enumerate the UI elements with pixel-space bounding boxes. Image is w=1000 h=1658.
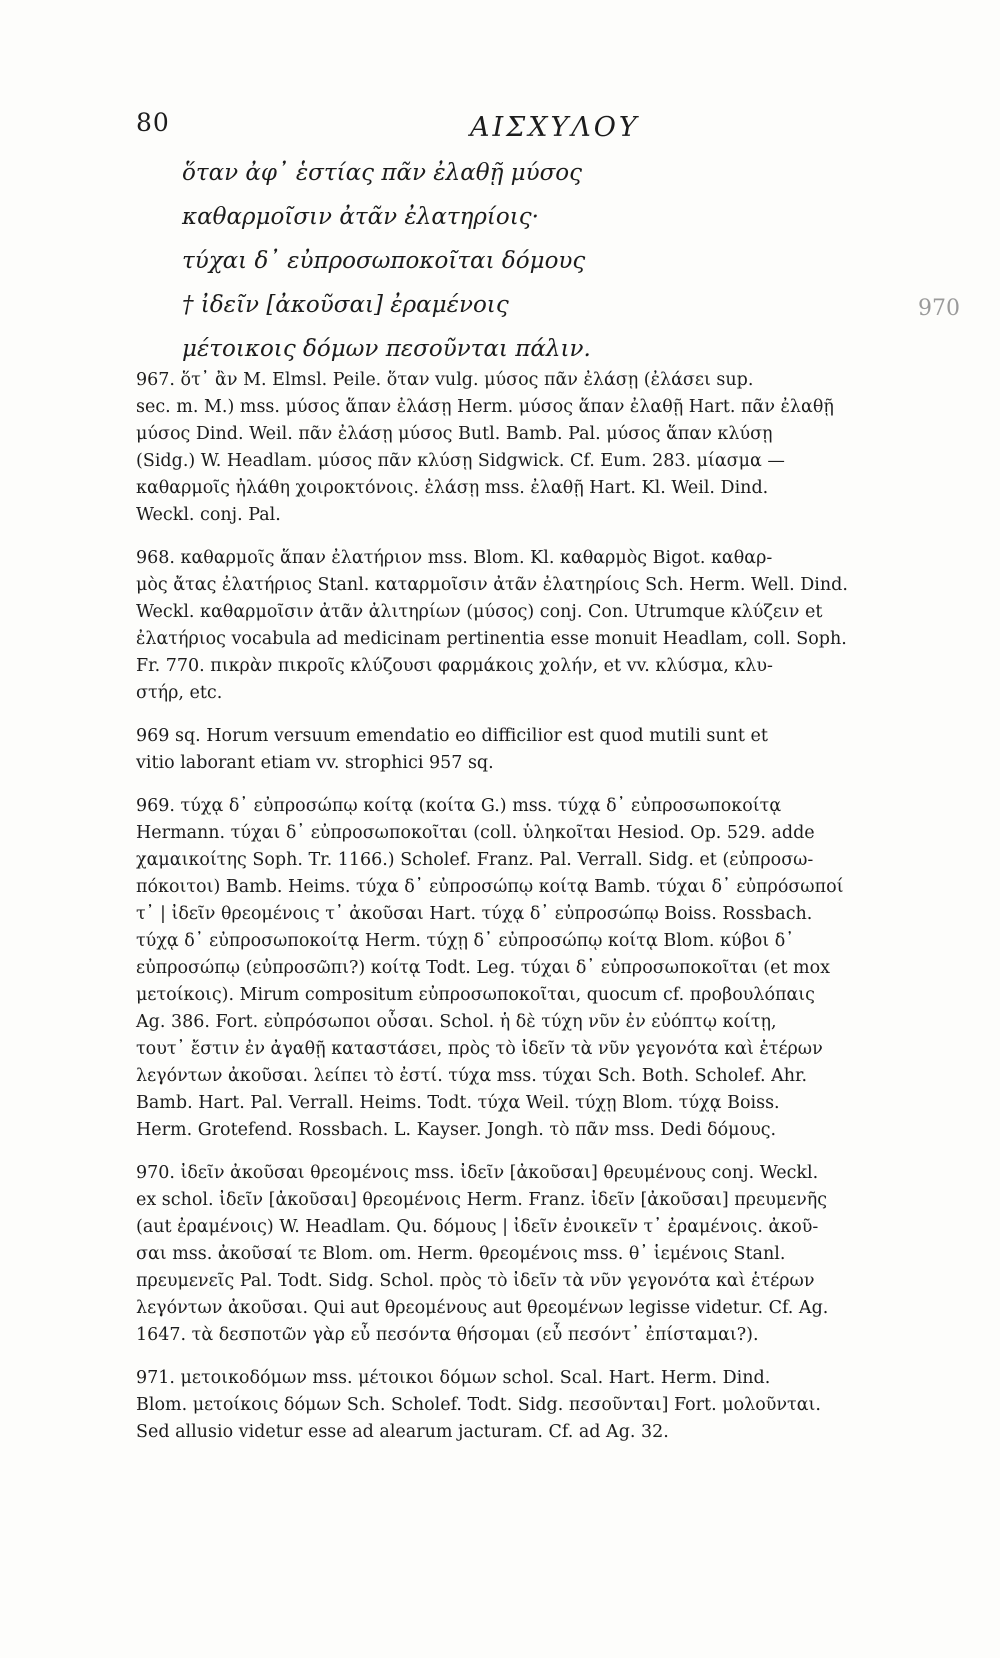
verse-line: † ἰδεῖν [ἀκοῦσαι] ἐραμένοις <box>182 292 509 318</box>
note-line: Hermann. τύχαι δ᾽ εὐπροσωποκοῖται (coll. ὑληκοῖται Hesiod. Op. 529. adde <box>136 823 815 843</box>
note-line: Herm. Grotefend. Rossbach. L. Kayser. Jongh. τὸ πᾶν mss. Dedi δόμους. <box>136 1120 777 1140</box>
page-number: 80 <box>136 108 170 137</box>
note-line: Bamb. Hart. Pal. Verrall. Heims. Todt. τύχα Weil. τύχῃ Blom. τύχᾳ Boiss. <box>136 1093 780 1113</box>
note-line: 971. μετοικοδόμων mss. μέτοικοι δόμων schol. Scal. Hart. Herm. Dind. <box>136 1368 771 1388</box>
note-line: τύχᾳ δ᾽ εὐπροσωποκοίτᾳ Herm. τύχῃ δ᾽ εὐπροσώπῳ κοίτᾳ Blom. κύβοι δ᾽ <box>136 931 794 951</box>
note-line: στήρ, etc. <box>136 683 223 703</box>
verse-line: καθαρμοῖσιν ἀτᾶν ἐλατηρίοις· <box>182 204 539 230</box>
note-line: ἐλατήριος vocabula ad medicinam pertinentia esse monuit Headlam, coll. Soph. <box>136 629 847 649</box>
note-line: χαμαικοίτης Soph. Tr. 1166.) Scholef. Franz. Pal. Verrall. Sidg. et (εὐπροσω- <box>136 850 814 870</box>
note-line: Fr. 770. πικρὰν πικροῖς κλύζουσι φαρμάκοις χολήν, et vv. κλύσμα, κλυ- <box>136 656 773 676</box>
note-line: Ag. 386. Fort. εὐπρόσωποι οὖσαι. Schol. ἡ δὲ τύχη νῦν ἐν εὐόπτῳ κοίτῃ, <box>136 1012 777 1032</box>
note-line: σαι mss. ἀκοῦσαί τε Blom. om. Herm. θρεομένοις mss. θ᾽ ἱεμένοις Stanl. <box>136 1244 786 1264</box>
note-line: 969 sq. Horum versuum emendatio eo difficilior est quod mutili sunt et <box>136 726 768 746</box>
verse-line-number: 970 <box>918 296 960 321</box>
note-line: 968. καθαρμοῖς ἅπαν ἐλατήριον mss. Blom. Kl. καθαρμὸς Bigot. καθαρ- <box>136 548 773 568</box>
note-line: Blom. μετοίκοις δόμων Sch. Scholef. Todt. Sidg. πεσοῦνται] Fort. μολοῦνται. <box>136 1395 821 1415</box>
verse-line: μέτοικοις δόμων πεσοῦνται πάλιν. <box>182 336 591 362</box>
note-line: sec. m. M.) mss. μύσος ἅπαν ἐλάσῃ Herm. μύσος ἅπαν ἐλαθῇ Hart. πᾶν ἐλαθῇ <box>136 397 834 417</box>
note-line: πόκοιτοι) Bamb. Heims. τύχα δ᾽ εὐπροσώπῳ κοίτᾳ Bamb. τύχαι δ᾽ εὐπρόσωποί <box>136 877 844 897</box>
note-line: 967. ὅτ᾽ ἂν M. Elmsl. Peile. ὅταν vulg. μύσος πᾶν ἐλάσῃ (ἐλάσει sup. <box>136 370 754 390</box>
running-title: ΑΙΣΧΥΛΟΥ <box>470 112 640 143</box>
note-line: λεγόντων ἀκοῦσαι. Qui aut θρεομένους aut θρεομένων legisse videtur. Cf. Ag. <box>136 1298 829 1318</box>
note-line: Sed allusio videtur esse ad alearum jacturam. Cf. ad Ag. 32. <box>136 1422 669 1442</box>
note-line: πρευμενεῖς Pal. Todt. Sidg. Schol. πρὸς τὸ ἰδεῖν τὰ νῦν γεγονότα καὶ ἑτέρων <box>136 1271 815 1291</box>
note-line: καθαρμοῖς ἠλάθη χοιροκτόνοις. ἐλάσῃ mss. ἐλαθῇ Hart. Kl. Weil. Dind. <box>136 478 769 498</box>
note-line: λεγόντων ἀκοῦσαι. λείπει τὸ ἐστί. τύχα mss. τύχαι Sch. Both. Scholef. Ahr. <box>136 1066 808 1086</box>
note-line: 969. τύχᾳ δ᾽ εὐπροσώπῳ κοίτᾳ (κοίτα G.) mss. τύχᾳ δ᾽ εὐπροσωποκοίτᾳ <box>136 796 782 816</box>
note-line: vitio laborant etiam vv. strophici 957 sq. <box>136 753 494 773</box>
note-line: τ᾽ | ἰδεῖν θρεομένοις τ᾽ ἀκοῦσαι Hart. τύχᾳ δ᾽ εὐπροσώπῳ Boiss. Rossbach. <box>136 904 813 924</box>
note-line: τουτ᾽ ἔστιν ἐν ἀγαθῇ καταστάσει, πρὸς τὸ ἰδεῖν τὰ νῦν γεγονότα καὶ ἑτέρων <box>136 1039 823 1059</box>
note-line: 970. ἰδεῖν ἀκοῦσαι θρεομένοις mss. ἰδεῖν [ἀκοῦσαι] θρευμένους conj. Weckl. <box>136 1163 819 1183</box>
note-line: 1647. τὰ δεσποτῶν γὰρ εὖ πεσόντα θήσομαι (εὖ πεσόντ᾽ ἐπίσταμαι?). <box>136 1325 759 1345</box>
note-line: (aut ἐραμένοις) W. Headlam. Qu. δόμους | ἰδεῖν ἐνοικεῖν τ᾽ ἐραμένοις. ἀκοῦ- <box>136 1217 819 1237</box>
verse-line: τύχαι δ᾽ εὐπροσωποκοῖται δόμους <box>182 248 586 274</box>
note-line: ex schol. ἰδεῖν [ἀκοῦσαι] θρεομένοις Herm. Franz. ἰδεῖν [ἀκοῦσαι] πρευμενῆς <box>136 1190 828 1210</box>
note-line: μύσος Dind. Weil. πᾶν ἐλάσῃ μύσος Butl. Bamb. Pal. μύσος ἅπαν κλύσῃ <box>136 424 773 444</box>
note-line: εὐπροσώπῳ (εὐπροσῶπι?) κοίτᾳ Todt. Leg. τύχαι δ᾽ εὐπροσωποκοῖται (et mox <box>136 958 831 978</box>
note-line: μετοίκοις). Mirum compositum εὐπροσωποκοῖται, quocum cf. προβουλόπαις <box>136 985 815 1005</box>
note-line: μὸς ἄτας ἐλατήριος Stanl. καταρμοῖσιν ἀτᾶν ἐλατηρίοις Sch. Herm. Well. Dind. <box>136 575 848 595</box>
note-line: Weckl. καθαρμοῖσιν ἀτᾶν ἀλιτηρίων (μύσος) conj. Con. Utrumque κλύζειν et <box>136 602 823 622</box>
verse-line: ὅταν ἀφ᾽ ἑστίας πᾶν ἐλαθῇ μύσος <box>182 160 583 186</box>
note-line: Weckl. conj. Pal. <box>136 505 281 525</box>
note-line: (Sidg.) W. Headlam. μύσος πᾶν κλύσῃ Sidgwick. Cf. Eum. 283. μίασμα — <box>136 451 785 471</box>
